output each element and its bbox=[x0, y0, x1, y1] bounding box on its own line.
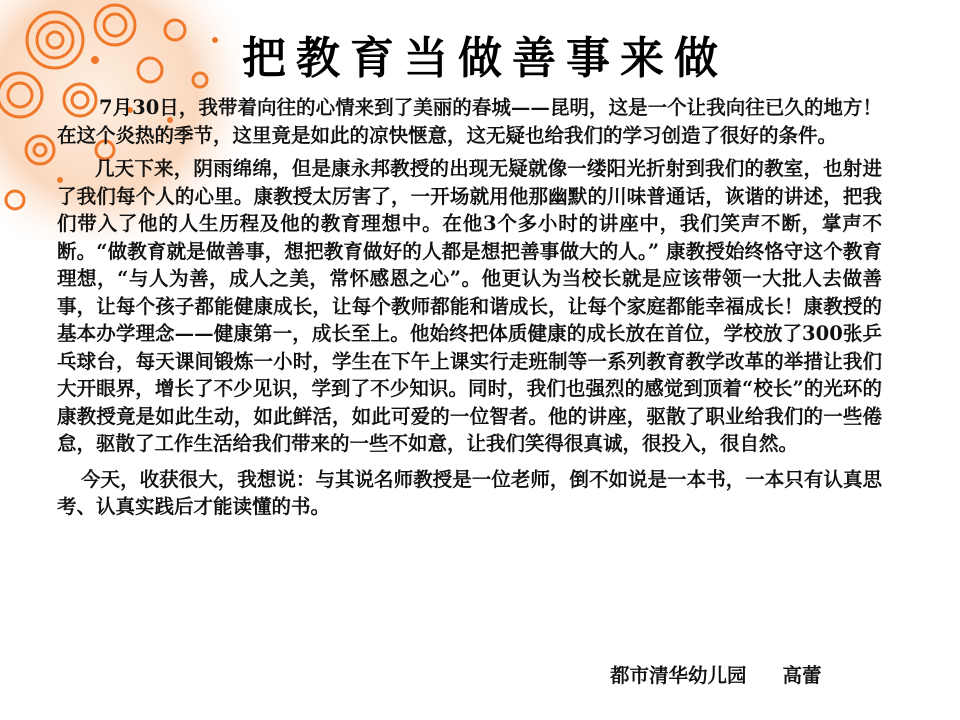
signature-author: 高蕾 bbox=[782, 664, 822, 687]
signature-organization: 都市清华幼儿园 bbox=[610, 664, 747, 687]
paragraph-3: 今天，收获很大，我想说：与其说名师教授是一位老师，倒不如说是一本书，一本只有认真思考、认真实践后才能读懂的书。 bbox=[57, 467, 882, 518]
signature bbox=[610, 660, 930, 688]
paragraph-1: 7月30日，我带着向往的心情来到了美丽的春城——昆明，这是一个让我向往已久的地方！在这个炎热的季节，这里竟是如此的凉快惬意，这无疑也给我们的学习创造了很好的条件。 bbox=[57, 96, 882, 147]
page-title: 把教育当做善事来做 bbox=[242, 33, 728, 84]
article-body bbox=[57, 94, 882, 527]
paragraph-2: 几天下来，阴雨绵绵，但是康永邦教授的出现无疑就像一缕阳光折射到我们的教室，也射进了我们每个人的心里。康教授太厉害了，一开场就用他那幽默的川味普通话，诙谐的讲述，把我们带入了他的人生历程及他的教育理想中。在他3个多小时的讲座中，我们笑声不断，掌声不断。“做教育就是做善事，想把教育做好的人都是想把善事做大的人。” 康教授始终恪守这个教育理想，“与人为善，成人之美，常怀感恩之心”。他更认为当校长就是应该带领一大批人去做善事，让每个孩子都能健康成长，让每个教师都能和谐成长，让每个家庭都能幸福成长！康教授的基本办学理念——健康第一，成长至上。他始终把体质健康的成长放在首位，学校放了300张乒乓球台，每天课间锻炼一小时，学生在下午上课实行走班制等一系列教育教学改革的举措让我们大开眼界，增长了不少见识，学到了不少知识。同时，我们也强烈的感觉到顶着“校长”的光环的康教授竟是如此生动，如此鲜活，如此可爱的一位智者。他的讲座，驱散了职业给我们的一些倦怠，驱散了工作生活给我们带来的一些不如意，让我们笑得很真诚，很投入，很自然。 bbox=[57, 157, 882, 455]
